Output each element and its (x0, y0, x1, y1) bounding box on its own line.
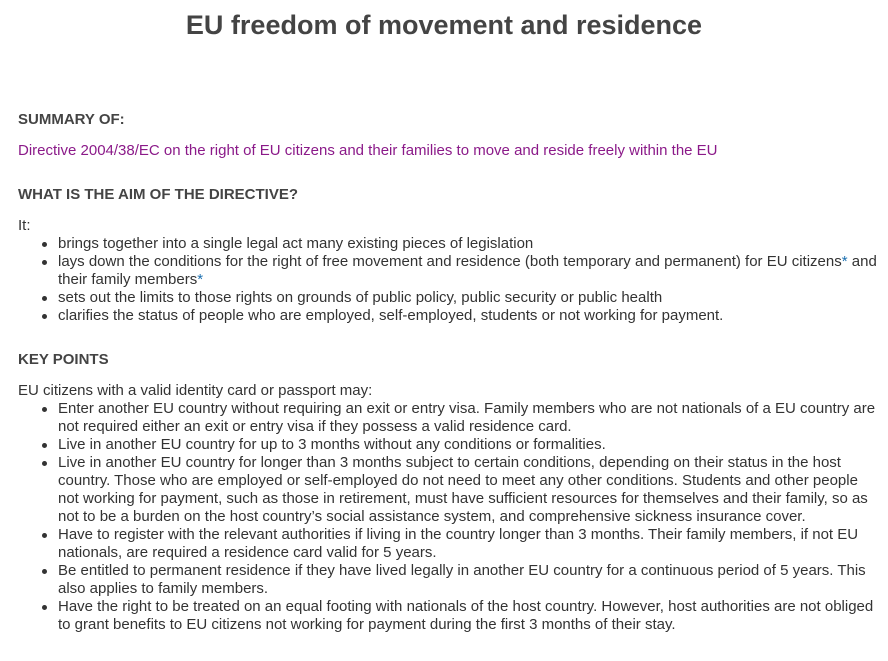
list-item (58, 526, 878, 562)
aim-intro: It: (18, 217, 31, 234)
list-item (58, 253, 878, 289)
list-item (58, 400, 878, 436)
key-points-heading: KEY POINTS (18, 351, 109, 368)
list-item (58, 235, 878, 253)
list-item (58, 562, 878, 598)
key-point-text: Be entitled to permanent residence if they have lived legally in another EU country for a continuous period of 5 years. This also applies to family members. (58, 562, 866, 597)
key-point-text: Live in another EU country for longer than 3 months subject to certain conditions, depending on their status in the host country. Those who are employed or self-employed do not need to meet any other conditions. Students and other people not working for payment, such as those in retirement, must have sufficient resources for themselves and their family, so as not to be a burden on the host country’s social assistance system, and comprehensive sickness insurance cover. (58, 454, 868, 525)
aim-item-text: sets out the limits to those rights on grounds of public policy, public security or public health (58, 289, 663, 306)
footnote-star-link[interactable]: * (841, 253, 848, 270)
list-item (58, 289, 878, 307)
key-point-text: Enter another EU country without requiring an exit or entry visa. Family members who are not nationals of a EU country are not required either an exit or entry visa if they possess a valid residence card. (58, 400, 876, 435)
aim-item-text: brings together into a single legal act many existing pieces of legislation (58, 235, 534, 252)
list-item (58, 436, 878, 454)
aim-item-text: lays down the conditions for the right of free movement and residence (both temporary and permanent) for EU citizens (58, 253, 842, 270)
aim-heading: WHAT IS THE AIM OF THE DIRECTIVE? (18, 186, 298, 203)
aim-list (18, 235, 878, 325)
list-item (58, 598, 878, 634)
key-points-intro: EU citizens with a valid identity card or passport may: (18, 382, 373, 399)
page-title: EU freedom of movement and residence (185, 10, 703, 40)
list-item (58, 307, 878, 325)
aim-item-text: clarifies the status of people who are employed, self-employed, students or not working for payment. (58, 307, 724, 324)
key-points-list (18, 400, 878, 634)
aim-item-text: and their family members (58, 253, 877, 288)
footnote-star-link[interactable]: * (197, 271, 204, 288)
key-point-text: Have to register with the relevant authorities if living in the country longer than 3 months. Their family members, if not EU nationals, are required a residence card valid for 5 years. (58, 526, 859, 561)
key-point-text: Live in another EU country for up to 3 months without any conditions or formalities. (58, 436, 606, 453)
list-item (58, 454, 878, 526)
key-point-text: Have the right to be treated on an equal footing with nationals of the host country. However, host authorities are not obliged to grant benefits to EU citizens not working for payment during the first 3 months of their stay. (58, 598, 874, 633)
directive-link[interactable]: Directive 2004/38/EC on the right of EU citizens and their families to move and reside freely within the EU (18, 142, 718, 159)
summary-heading: SUMMARY OF: (18, 111, 125, 128)
